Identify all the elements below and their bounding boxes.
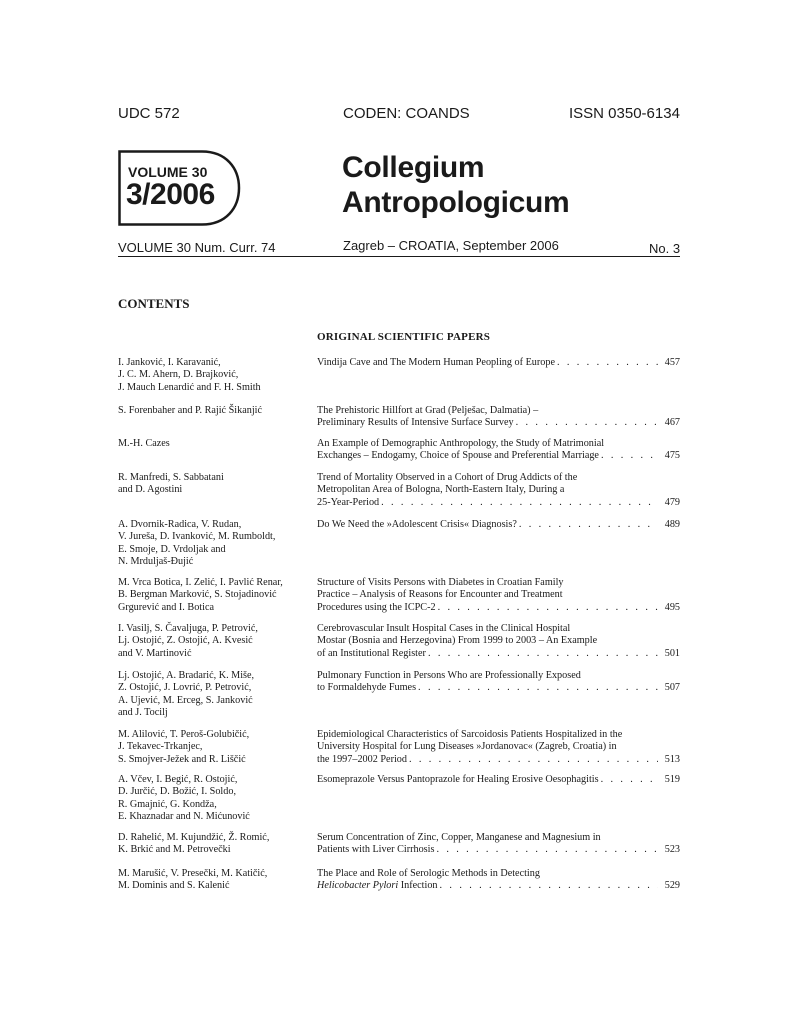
journal-title-line1: Collegium bbox=[342, 151, 485, 184]
toc-title-last-line bbox=[317, 774, 680, 786]
dot-leader bbox=[555, 357, 658, 369]
toc-article-title bbox=[317, 438, 680, 463]
toc-title-last-line bbox=[317, 844, 680, 856]
toc-authors: I. Vasilj, S. Čavaljuga, P. Petrović, Lj. Ostojić, Z. Ostojić, A. Kvesić and V. Martinović bbox=[118, 623, 258, 659]
volume-number: VOLUME 30 Num. Curr. 74 bbox=[118, 240, 276, 255]
toc-article-title bbox=[317, 472, 680, 509]
toc-article-title bbox=[317, 577, 680, 614]
toc-title-line: Practice – Analysis of Reasons for Encounter and Treatment bbox=[317, 589, 563, 601]
volume-label: VOLUME 30 bbox=[128, 164, 208, 180]
toc-title-italic: Helicobacter Pylori bbox=[317, 880, 399, 892]
toc-title-text: the 1997–2002 Period bbox=[317, 753, 407, 765]
page-number: 507 bbox=[664, 682, 680, 694]
toc-title-line: Mostar (Bosnia and Herzegovina) From 1999 to 2003 – An Example bbox=[317, 635, 598, 647]
toc-authors: S. Forenbaher and P. Rajić Šikanjić bbox=[118, 405, 263, 416]
toc-title-line: Metropolitan Area of Bologna, North-Eastern Italy, During a bbox=[317, 484, 565, 496]
issue-no: No. 3 bbox=[649, 241, 681, 256]
dot-leader bbox=[379, 497, 658, 509]
volume-badge bbox=[118, 150, 241, 226]
toc-authors: D. Rahelić, M. Kujundžić, Ž. Romić, K. Brkić and M. Petrovečki bbox=[118, 832, 270, 856]
dot-leader bbox=[599, 450, 658, 462]
toc-title-last-line bbox=[317, 357, 680, 369]
toc-article-title bbox=[317, 868, 680, 893]
toc-authors: A. Včev, I. Begić, R. Ostojić, D. Jurčić, D. Božić, I. Soldo, R. Gmajnić, G. Kondža, E. Khaznadar and N. Mićunović bbox=[118, 774, 250, 823]
toc-title-last-line bbox=[317, 519, 680, 531]
toc-article-title bbox=[317, 729, 680, 766]
toc-title-text: Patients with Liver Cirrhosis bbox=[317, 844, 435, 856]
page-number: 513 bbox=[664, 753, 680, 765]
toc-authors: M. Alilović, T. Peroš-Golubičić, J. Tekavec-Trkanjec, S. Smojver-Ježek and R. Liščić bbox=[118, 729, 250, 765]
dot-leader bbox=[426, 648, 658, 660]
coden-code: CODEN: COANDS bbox=[343, 105, 470, 122]
toc-title-text: Esomeprazole Versus Pantoprazole for Healing Erosive Oesophagitis bbox=[317, 774, 599, 785]
toc-title-line: An Example of Demographic Anthropology, the Study of Matrimonial bbox=[317, 438, 605, 449]
toc-title-text: to Formaldehyde Fumes bbox=[317, 682, 417, 694]
issue-number: 3/2006 bbox=[126, 178, 215, 211]
toc-title-line: Trend of Mortality Observed in a Cohort of Drug Addicts of the bbox=[317, 472, 578, 483]
toc-title-last-line bbox=[317, 880, 680, 892]
page-number: 523 bbox=[664, 844, 680, 856]
toc-title-last-line bbox=[317, 450, 680, 462]
toc-title-text: Preliminary Results of Intensive Surface Survey bbox=[317, 417, 514, 429]
section-heading: ORIGINAL SCIENTIFIC PAPERS bbox=[317, 331, 491, 343]
toc-title-line: Epidemiological Characteristics of Sarcoidosis Patients Hospitalized in the bbox=[317, 729, 623, 740]
dot-leader bbox=[599, 774, 658, 786]
dot-leader bbox=[438, 880, 658, 892]
toc-title-last-line bbox=[317, 602, 680, 614]
page-number: 501 bbox=[664, 647, 680, 659]
page-number: 529 bbox=[664, 880, 680, 892]
toc-title-text: Exchanges – Endogamy, Choice of Spouse and Preferential Marriage bbox=[317, 450, 599, 462]
page-number: 457 bbox=[664, 357, 680, 368]
page-number: 467 bbox=[664, 417, 680, 429]
toc-authors: M. Marušić, V. Presečki, M. Katičić, M. Dominis and S. Kalenić bbox=[118, 868, 268, 892]
toc-title-last-line bbox=[317, 417, 680, 429]
toc-article-title bbox=[317, 832, 680, 857]
place-date: Zagreb – CROATIA, September 2006 bbox=[343, 238, 559, 253]
dot-leader bbox=[436, 602, 658, 614]
toc-title-line: University Hospital for Lung Diseases »Jordanovac« (Zagreb, Croatia) in bbox=[317, 741, 617, 753]
udc-code: UDC 572 bbox=[118, 105, 180, 122]
contents-heading: CONTENTS bbox=[118, 296, 190, 311]
toc-title-line: Serum Concentration of Zinc, Copper, Manganese and Magnesium in bbox=[317, 832, 601, 843]
toc-article-title bbox=[317, 623, 680, 660]
dot-leader bbox=[416, 682, 658, 694]
dot-leader bbox=[517, 519, 658, 531]
toc-authors: A. Dvornik-Radica, V. Rudan, V. Jureša, D. Ivanković, M. Rumboldt, E. Smoje, D. Vrdoljak and N. Mrduljaš-Đujić bbox=[118, 519, 276, 568]
toc-title-last-line bbox=[317, 754, 680, 766]
toc-title-text: Do We Need the »Adolescent Crisis« Diagnosis? bbox=[317, 519, 517, 530]
header-divider bbox=[118, 256, 680, 257]
toc-authors: M.-H. Cazes bbox=[118, 438, 170, 449]
page-number: 519 bbox=[664, 774, 680, 785]
journal-title-line2: Antropologicum bbox=[342, 186, 570, 219]
toc-article-title bbox=[317, 357, 680, 369]
toc-title-line: The Prehistoric Hillfort at Grad (Pelješac, Dalmatia) – bbox=[317, 405, 539, 416]
page-number: 495 bbox=[664, 601, 680, 613]
toc-authors: Lj. Ostojić, A. Bradarić, K. Miše, Z. Ostojić, J. Lovrić, P. Petrović, A. Ujević, M. Erceg, S. Janković and J. Tocilj bbox=[118, 670, 255, 719]
dot-leader bbox=[514, 417, 658, 429]
page-number: 479 bbox=[664, 496, 680, 508]
toc-authors: R. Manfredi, S. Sabbatani and D. Agostini bbox=[118, 472, 224, 496]
toc-title-text: Vindija Cave and The Modern Human Peopling of Europe bbox=[317, 357, 555, 368]
toc-article-title bbox=[317, 774, 680, 786]
toc-title-line: Pulmonary Function in Persons Who are Professionally Exposed bbox=[317, 670, 581, 681]
toc-title-line: The Place and Role of Serologic Methods in Detecting bbox=[317, 868, 540, 879]
toc-article-title bbox=[317, 405, 680, 430]
page-number: 489 bbox=[664, 519, 680, 530]
toc-authors: M. Vrca Botica, I. Zelić, I. Pavlić Renar, B. Bergman Marković, S. Stojadinović Grgurević and I. Botica bbox=[118, 577, 283, 613]
toc-title-line: Cerebrovascular Insult Hospital Cases in the Clinical Hospital bbox=[317, 623, 571, 634]
toc-article-title bbox=[317, 670, 680, 695]
page-number: 475 bbox=[664, 450, 680, 462]
toc-title-text: 25-Year-Period bbox=[317, 496, 380, 508]
toc-authors: I. Janković, I. Karavanić, J. C. M. Ahern, D. Brajković, J. Mauch Lenardić and F. H. Smith bbox=[118, 357, 261, 393]
toc-title-last-line bbox=[317, 497, 680, 509]
toc-title-text: of an Institutional Register bbox=[317, 647, 426, 659]
issn-code: ISSN 0350-6134 bbox=[569, 105, 680, 122]
toc-title-last-line bbox=[317, 648, 680, 660]
toc-title-text: Procedures using the ICPC-2 bbox=[317, 601, 436, 613]
dot-leader bbox=[407, 754, 658, 766]
toc-article-title bbox=[317, 519, 680, 531]
toc-title-text: Infection bbox=[398, 880, 438, 892]
toc-title-line: Structure of Visits Persons with Diabetes in Croatian Family bbox=[317, 577, 564, 588]
dot-leader bbox=[434, 844, 658, 856]
toc-title-last-line bbox=[317, 682, 680, 694]
